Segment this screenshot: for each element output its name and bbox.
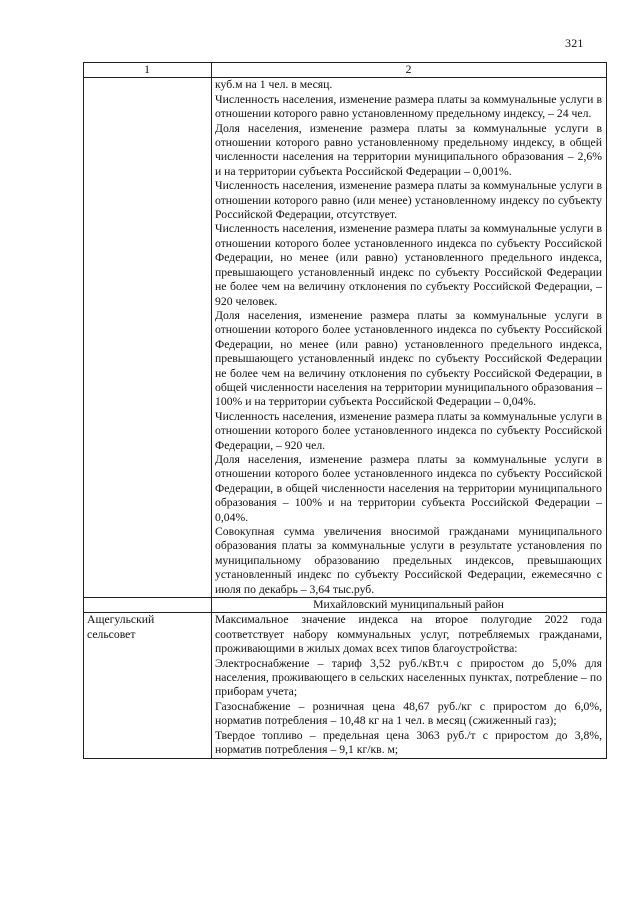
empty-name-cell bbox=[84, 78, 212, 598]
paragraph: Численность населения, изменение размера платы за коммунальные услуги в отношении которого равно установленному предельному индексу, – 24 чел. bbox=[215, 92, 602, 121]
paragraph: Численность населения, изменение размера платы за коммунальные услуги в отношении которого более установленного индекса по субъекту Российской Федерации, но менее (или равно) установленного предельного индекса, превышающего установленный индекс по субъекту Российской Федерации не более чем на величину отклонения по субъекту Российской Федерации, – 920 человек. bbox=[215, 222, 602, 308]
paragraph: Твердое топливо – предельная цена 3063 руб./т с приростом до 3,8%, норматив потребления – 9,1 кг/кв. м; bbox=[215, 728, 602, 757]
table-header-row bbox=[84, 63, 607, 78]
municipality-description-cell bbox=[212, 613, 607, 758]
district-row bbox=[84, 598, 607, 613]
paragraph: Численность населения, изменение размера платы за коммунальные услуги в отношении которого более установленного индекса по субъекту Российской Федерации, – 920 чел. bbox=[215, 409, 602, 452]
page-number: 321 bbox=[565, 36, 584, 50]
paragraph: Доля населения, изменение размера платы за коммунальные услуги в отношении которого более установленного индекса по субъекту Российской Федерации, но менее (или равно) установленного предельного индекса, превышающего установленный индекс по субъекту Российской Федерации не более чем на величину отклонения по субъекту Российской Федерации, в общей численности населения на территории муниципального образования – 100% и на территории субъекта Российской Федерации – 0,04%. bbox=[215, 308, 602, 409]
table-row-ashchegulsky bbox=[84, 613, 607, 758]
data-table bbox=[83, 62, 607, 759]
municipality-name-cell bbox=[84, 613, 212, 758]
column-header-1: 1 bbox=[84, 63, 212, 78]
paragraph: Доля населения, изменение размера платы за коммунальные услуги в отношении которого равно установленному предельному индексу, в общей численности населения на территории муниципального образования – 2,6% и на территории субъекта Российской Федерации – 0,001%. bbox=[215, 121, 602, 178]
paragraph: Электроснабжение – тариф 3,52 руб./кВт.ч с приростом до 5,0% для населения, проживающего в сельских населенных пунктах, потребление – по приборам учета; bbox=[215, 656, 602, 699]
paragraph: Максимальное значение индекса на второе полугодие 2022 года соответствует набору коммунальных услуг, потребляемых гражданами, проживающими в жилых домах всех типов благоустройства: bbox=[215, 613, 602, 656]
municipality-name-line: сельсовет bbox=[87, 627, 136, 641]
paragraph: Доля населения, изменение размера платы за коммунальные услуги в отношении которого более установленного индекса по субъекту Российской Федерации, в общей численности населения на территории муниципального образования – 100% и на территории субъекта Российской Федерации – 0,04%. bbox=[215, 452, 602, 524]
paragraph: Газоснабжение – розничная цена 48,67 руб./кг с приростом до 6,0%, норматив потребления – 10,48 кг на 1 чел. в месяц (сжиженный газ); bbox=[215, 699, 602, 728]
column-header-2: 2 bbox=[212, 63, 607, 78]
empty-name-cell bbox=[84, 598, 212, 613]
paragraph: Совокупная сумма увеличения вносимой гражданами муниципального образования платы за коммунальные услуги в результате установления по муниципальному образованию предельных индексов, превышающих установленный индекс по субъекту Российской Федерации, ежемесячно с июля по декабрь – 3,64 тыс.руб. bbox=[215, 525, 602, 596]
table-row-continuation bbox=[84, 78, 607, 598]
continuation-cell bbox=[212, 78, 607, 598]
municipality-name-line: Ащегульский bbox=[87, 613, 155, 627]
district-title: Михайловский муниципальный район bbox=[212, 598, 607, 613]
paragraph: куб.м на 1 чел. в месяц. bbox=[215, 78, 333, 92]
paragraph: Численность населения, изменение размера платы за коммунальные услуги в отношении которого равно (или менее) установленному индексу по субъекту Российской Федерации, отсутствует. bbox=[215, 179, 602, 222]
